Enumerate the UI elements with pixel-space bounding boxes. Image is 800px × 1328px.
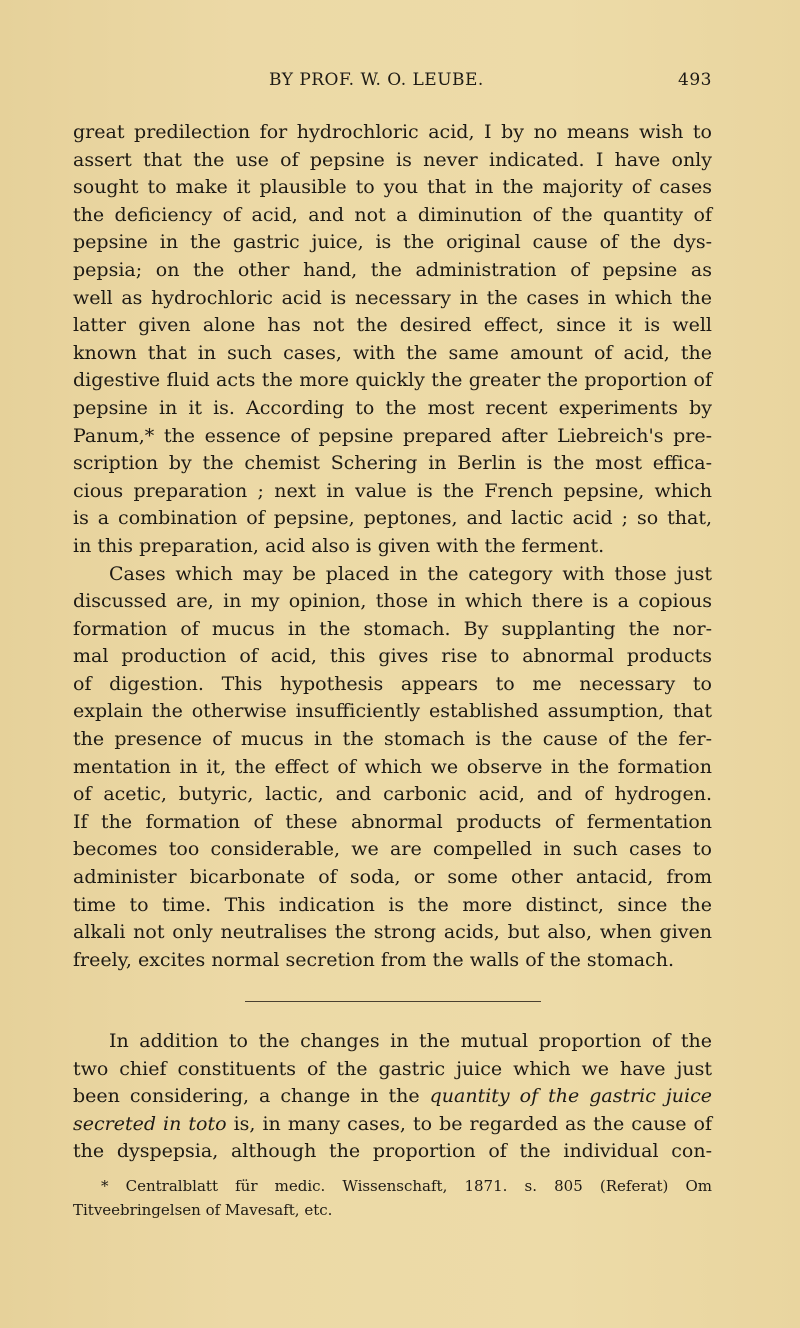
text-line: If the formation of these abnormal products of fermentation: [73, 810, 712, 833]
text-line: digestive fluid acts the more quickly the greater the proportion of: [73, 369, 712, 392]
text-line: Panum,* the essence of pepsine prepared after Liebreich's pre-: [73, 424, 712, 447]
body-text: [73, 119, 712, 974]
footnote-line: * Centralblatt für medic. Wissenschaft, 1871. s. 805 (Referat) Om: [101, 1177, 712, 1195]
text-line: explain the otherwise insufficiently established assumption, that: [73, 700, 712, 723]
text-line: in this preparation, acid also is given with the ferment.: [73, 534, 605, 557]
text-line: pepsine in it is. According to the most recent experiments by: [73, 396, 712, 419]
text-line: the deficiency of acid, and not a diminution of the quantity of: [73, 203, 712, 226]
text-line: time to time. This indication is the more distinct, since the: [73, 893, 712, 916]
text-line: sought to make it plausible to you that in the majority of cases: [73, 176, 712, 199]
text-line: of acetic, butyric, lactic, and carbonic acid, and of hydrogen.: [73, 783, 712, 806]
text-line: great predilection for hydrochloric acid, I by no means wish to: [73, 121, 712, 143]
footnote: [73, 1174, 712, 1222]
section-divider: [245, 1001, 541, 1002]
text-line: cious preparation ; next in value is the French pepsine, which: [73, 479, 712, 502]
text-line: two chief constituents of the gastric juice which we have just: [73, 1057, 712, 1080]
text-line: well as hydrochloric acid is necessary in the cases in which the: [73, 286, 712, 309]
footnote-line: Titveebringelsen of Mavesaft, etc.: [73, 1201, 333, 1219]
text-line: [73, 1083, 712, 1111]
text-line: administer bicarbonate of soda, or some other antacid, from: [73, 866, 712, 889]
text-line: known that in such cases, with the same amount of acid, the: [73, 341, 712, 364]
text-line: freely, excites normal secretion from the walls of the stomach.: [73, 948, 674, 971]
running-head: BY PROF. W. O. LEUBE.: [269, 70, 484, 90]
page-header: [73, 70, 712, 96]
text-line: discussed are, in my opinion, those in which there is a copious: [73, 590, 712, 613]
text-span: is, in many cases, to be regarded as the cause of: [226, 1112, 713, 1135]
body-text-continued: [73, 1028, 712, 1166]
text-line: pepsia; on the other hand, the administration of pepsine as: [73, 258, 712, 281]
text-line: alkali not only neutralises the strong acids, but also, when given: [73, 921, 712, 944]
text-line: assert that the use of pepsine is never indicated. I have only: [73, 148, 712, 171]
text-line: formation of mucus in the stomach. By supplanting the nor-: [73, 617, 712, 640]
text-span: been considering, a change in the: [73, 1085, 430, 1108]
italic-span: secreted in toto: [73, 1112, 227, 1135]
text-line: is a combination of pepsine, peptones, and lactic acid ; so that,: [73, 507, 712, 530]
text-line: pepsine in the gastric juice, is the original cause of the dys-: [73, 231, 712, 254]
text-line: becomes too considerable, we are compelled in such cases to: [73, 838, 712, 861]
text-line: mal production of acid, this gives rise to abnormal products: [73, 645, 712, 668]
text-line: the presence of mucus in the stomach is the cause of the fer-: [73, 728, 712, 751]
text-line: Cases which may be placed in the category with those just: [109, 562, 712, 585]
text-line: mentation in it, the effect of which we observe in the formation: [73, 755, 712, 778]
italic-span: quantity of the gastric juice: [429, 1085, 712, 1108]
text-line: In addition to the changes in the mutual proportion of the: [109, 1030, 712, 1052]
text-line: [73, 1111, 712, 1139]
text-line: the dyspepsia, although the proportion of the individual con-: [73, 1140, 712, 1163]
page-number: 493: [678, 70, 712, 90]
text-line: of digestion. This hypothesis appears to me necessary to: [73, 672, 712, 695]
text-line: scription by the chemist Schering in Berlin is the most effica-: [73, 452, 712, 475]
text-line: latter given alone has not the desired effect, since it is well: [73, 314, 712, 337]
